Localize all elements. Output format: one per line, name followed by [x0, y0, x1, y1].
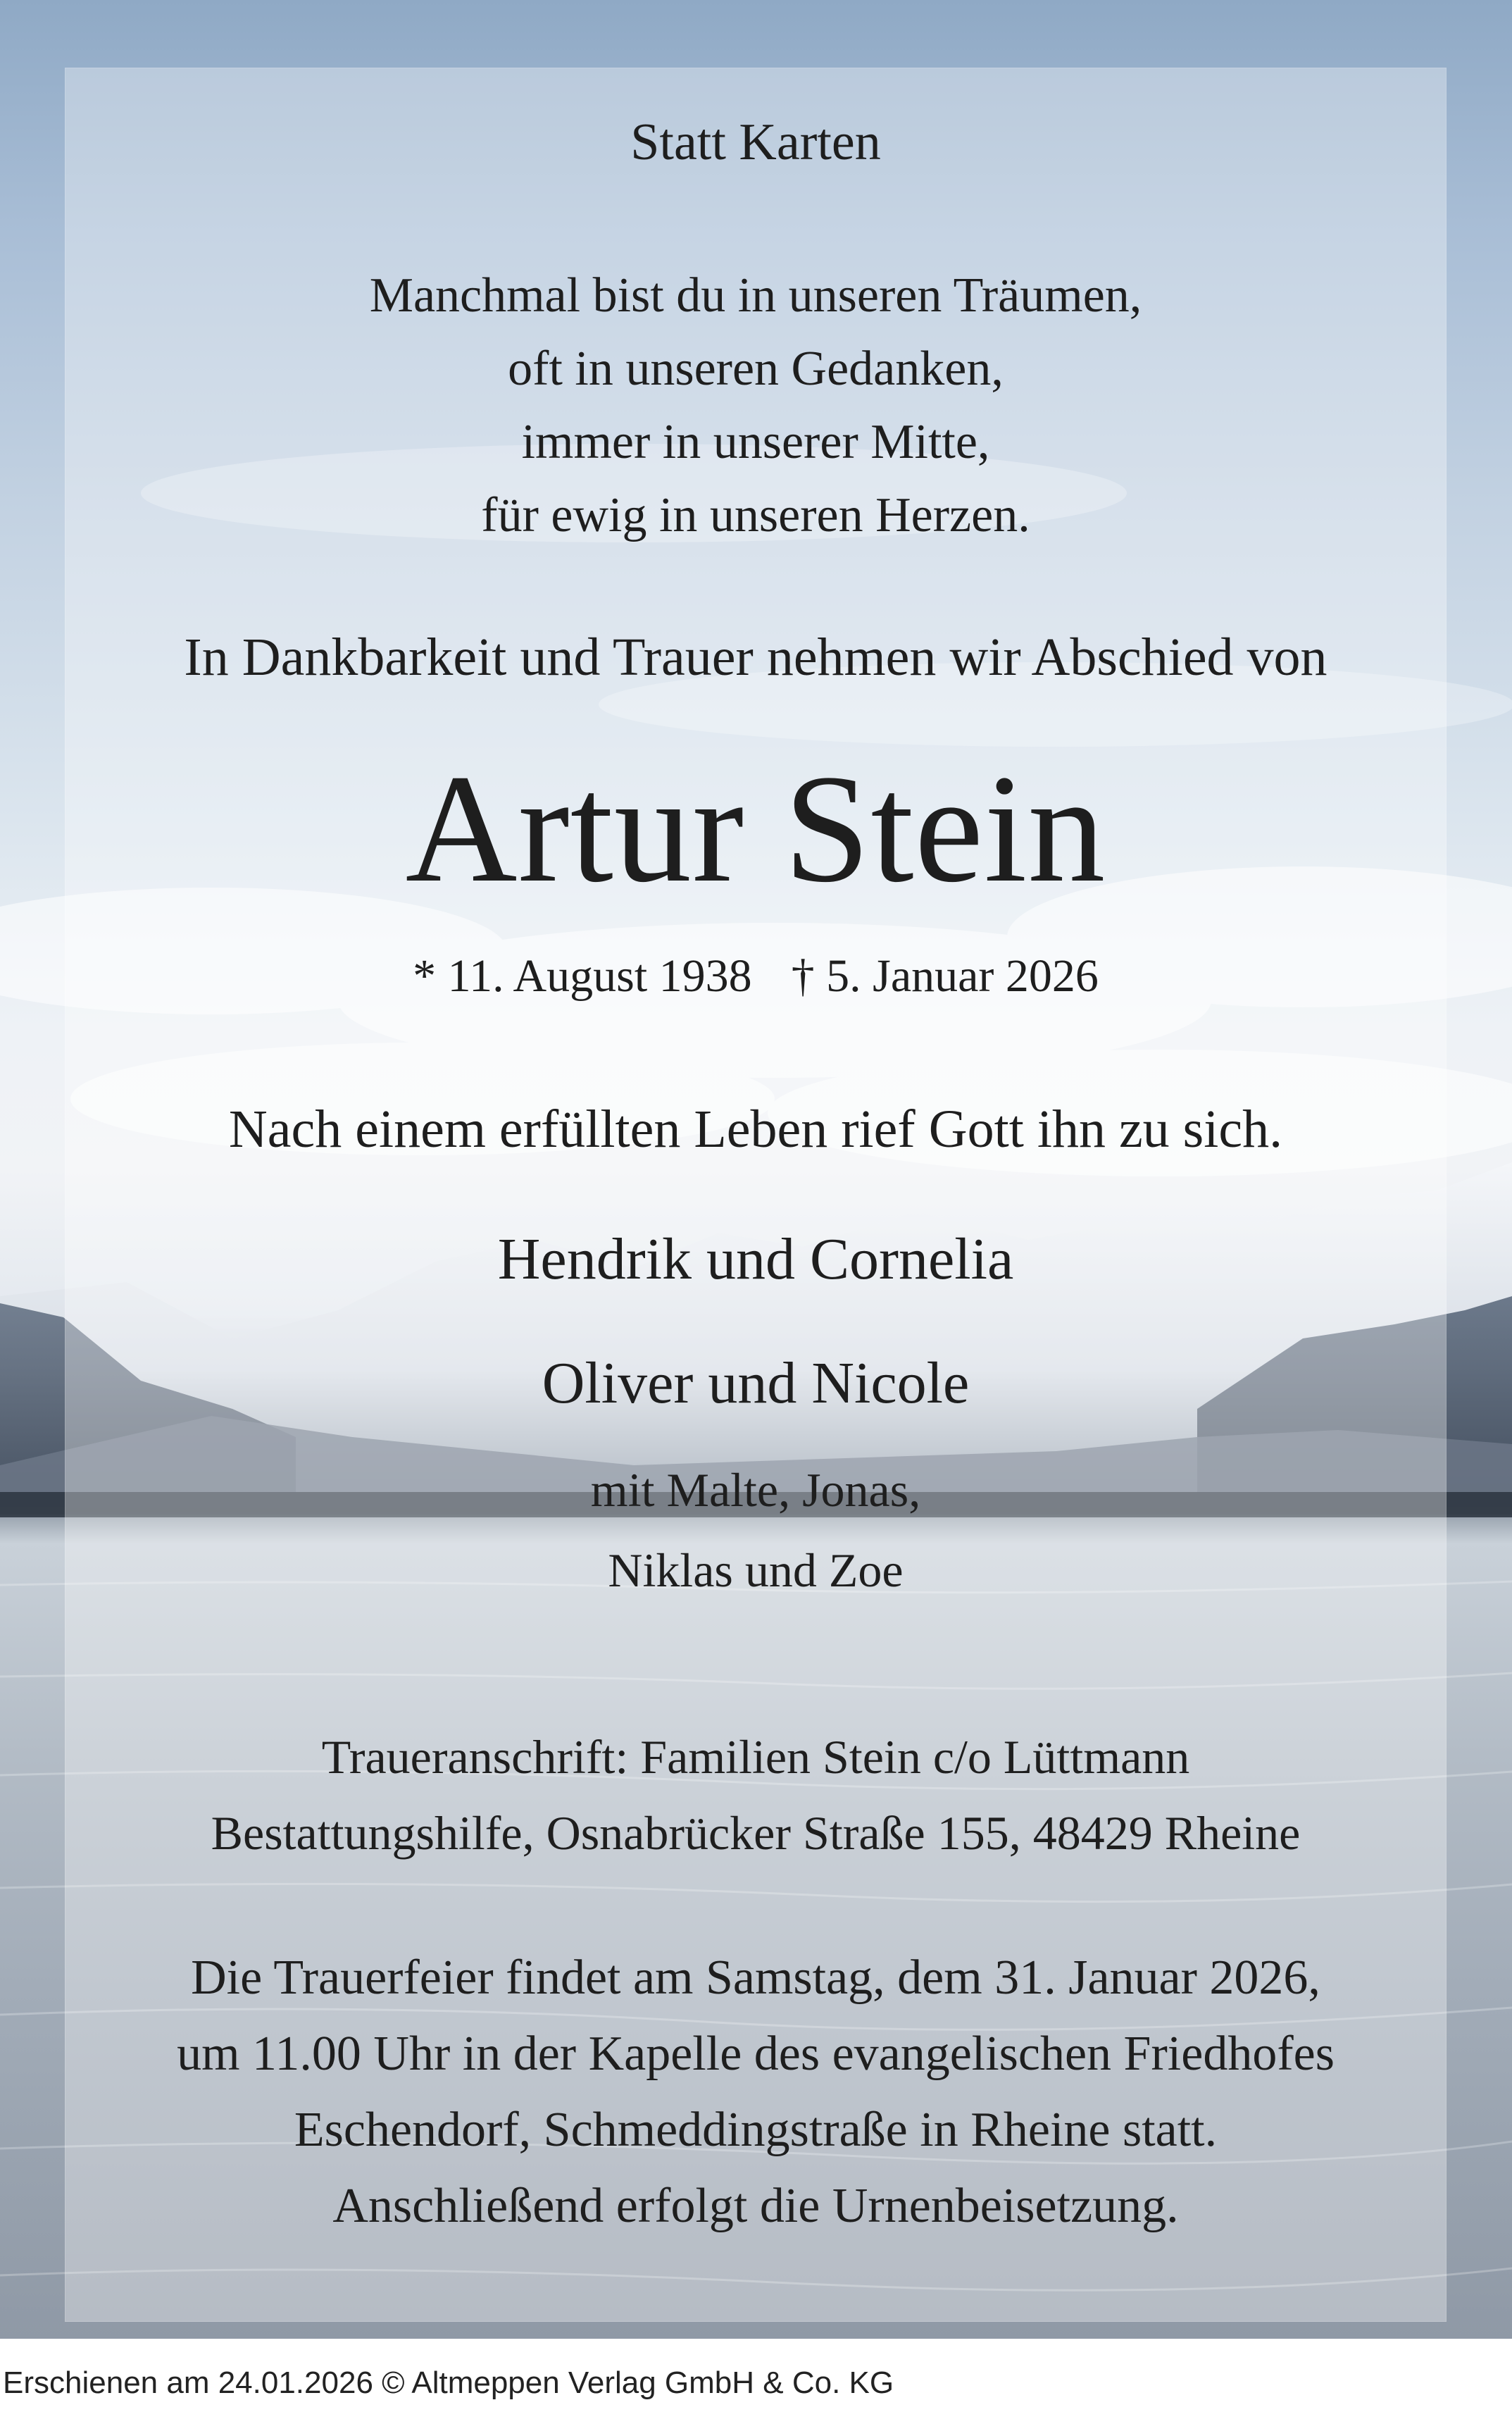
farewell-line: In Dankbarkeit und Trauer nehmen wir Abschied von: [184, 628, 1327, 687]
intro-heading: Statt Karten: [630, 113, 881, 171]
ceremony-line: Anschließend erfolgt die Urnenbeisetzung.: [332, 2179, 1179, 2233]
poem: [65, 259, 1447, 552]
poem-line: für ewig in unseren Herzen.: [481, 488, 1030, 542]
ceremony-line: Eschendorf, Schmeddingstraße in Rheine statt.: [294, 2103, 1218, 2157]
deceased-name: Artur Stein: [405, 742, 1106, 914]
family-member: Oliver und Nicole: [542, 1350, 970, 1416]
grandchildren-line: mit Malte, Jonas,: [590, 1463, 921, 1517]
poem-line: oft in unseren Gedanken,: [508, 342, 1004, 396]
address-line: Bestattungshilfe, Osnabrücker Straße 155, 48429 Rheine: [211, 1806, 1301, 1860]
ceremony-info: [65, 1940, 1447, 2244]
poem-line: immer in unserer Mitte,: [521, 415, 990, 469]
birth-date: * 11. August 1938: [413, 950, 752, 1002]
mourning-address: [65, 1719, 1447, 1871]
life-dates: [65, 950, 1447, 1003]
address-line: Traueranschrift: Familien Stein c/o Lüttmann: [321, 1730, 1190, 1784]
grandchildren-line: Niklas und Zoe: [608, 1543, 904, 1597]
poem-line: Manchmal bist du in unseren Träumen,: [369, 268, 1142, 323]
grandchildren: [65, 1450, 1447, 1610]
family-member: Hendrik und Cornelia: [497, 1226, 1014, 1292]
death-date: † 5. Januar 2026: [791, 950, 1099, 1002]
life-line: Nach einem erfüllten Leben rief Gott ihn zu sich.: [228, 1100, 1283, 1159]
ceremony-line: um 11.00 Uhr in der Kapelle des evangelischen Friedhofes: [177, 2027, 1335, 2081]
publication-footer: Erschienen am 24.01.2026 © Altmeppen Verlag GmbH & Co. KG: [3, 2366, 894, 2400]
ceremony-line: Die Trauerfeier findet am Samstag, dem 31. Januar 2026,: [191, 1951, 1320, 2005]
